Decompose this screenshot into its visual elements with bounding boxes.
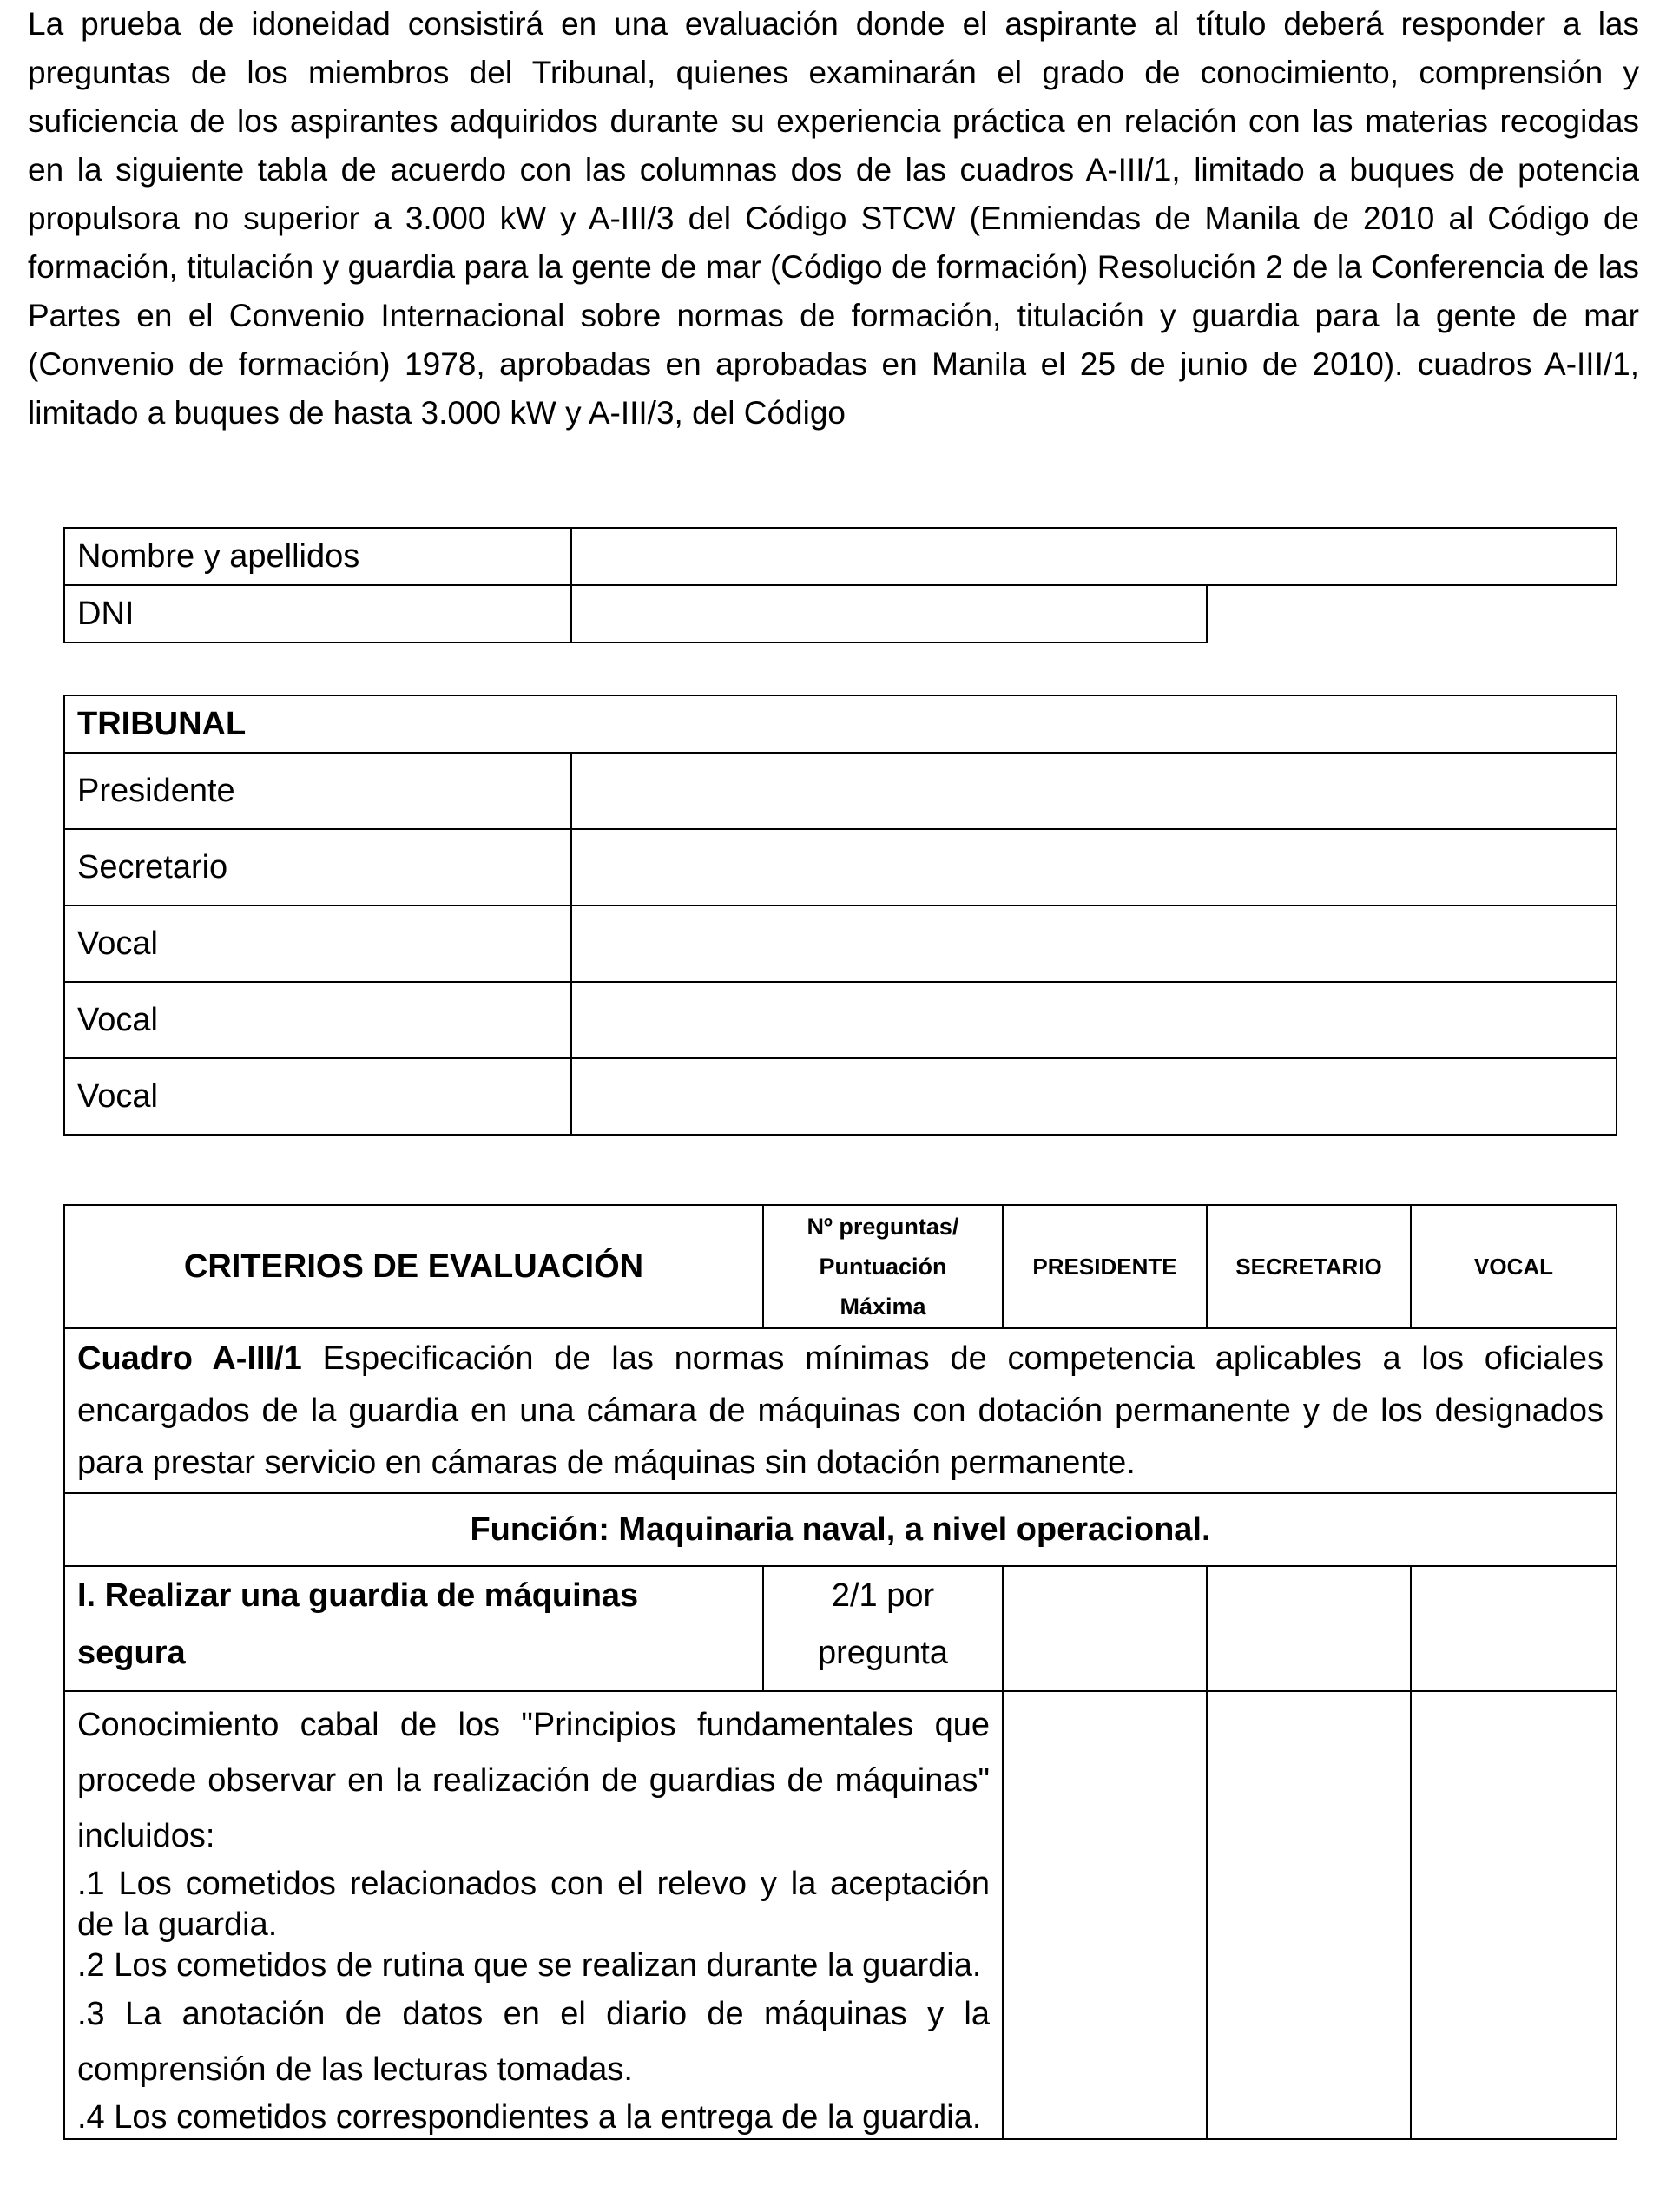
name-label: Nombre y apellidos: [64, 528, 571, 585]
score-header-line-3: Máxima: [840, 1294, 926, 1320]
score-cell-vocal[interactable]: [1411, 1566, 1617, 1691]
criteria-table: [63, 1204, 1617, 2140]
tribunal-row: [64, 982, 1617, 1058]
tribunal-signature-field[interactable]: [571, 1058, 1617, 1135]
candidate-name-row: [64, 528, 1617, 585]
judge-header-presidente: PRESIDENTE: [1003, 1205, 1207, 1328]
competence-name: I. Realizar una guardia de máquinas segura: [64, 1566, 763, 1691]
cuadro-description: [64, 1328, 1617, 1493]
tribunal-role: Vocal: [64, 982, 571, 1058]
name-field[interactable]: [571, 528, 1617, 585]
criteria-title: CRITERIOS DE EVALUACIÓN: [64, 1205, 763, 1328]
tribunal-role: Secretario: [64, 829, 571, 905]
empty-cell: [1207, 585, 1617, 642]
score-cell-presidente[interactable]: [1003, 1566, 1207, 1691]
cuadro-label: Cuadro A-III/1: [77, 1340, 302, 1377]
tribunal-signature-field[interactable]: [571, 829, 1617, 905]
tribunal-row: [64, 753, 1617, 829]
tribunal-signature-field[interactable]: [571, 982, 1617, 1058]
tribunal-role: Presidente: [64, 753, 571, 829]
function-title: Función: Maquinaria naval, a nivel operacional.: [64, 1493, 1617, 1566]
tribunal-table: [63, 695, 1617, 1136]
candidate-dni-row: [64, 585, 1617, 642]
knowledge-item: .1 Los cometidos relacionados con el relevo y la aceptación de la guardia.: [77, 1866, 990, 1943]
dni-label: DNI: [64, 585, 571, 642]
criteria-header-row: [64, 1205, 1617, 1328]
competence-score: 2/1 por pregunta: [763, 1566, 1003, 1691]
tribunal-title: TRIBUNAL: [64, 695, 1617, 753]
score-cell-secretario[interactable]: [1207, 1566, 1411, 1691]
intro-paragraph: La prueba de idoneidad consistirá en una evaluación donde el aspirante al título deberá responder a las preguntas de los miembros del Tribunal, quienes examinarán el grado de conocimiento, comprensión y suficiencia de los aspirantes adquiridos durante su experiencia práctica en relación con las materias recogidas en la siguiente tabla de acuerdo con las columnas dos de las cuadros A-III/1, limitado a buques de potencia propulsora no superior a 3.000 kW y A-III/3 del Código STCW (Enmiendas de Manila de 2010 al Código de formación, titulación y guardia para la gente de mar (Código de formación) Resolución 2 de la Conferencia de las Partes en el Convenio Internacional sobre normas de formación, titulación y guardia para la gente de mar (Convenio de formación) 1978, aprobadas en aprobadas en Manila el 25 de junio de 2010). cuadros A-III/1, limitado a buques de hasta 3.000 kW y A-III/3, del Código: [28, 6, 1639, 431]
score-cell-vocal[interactable]: [1411, 1691, 1617, 2139]
knowledge-description: [64, 1691, 1003, 2139]
judge-header-secretario: SECRETARIO: [1207, 1205, 1411, 1328]
score-cell-secretario[interactable]: [1207, 1691, 1411, 2139]
tribunal-role: Vocal: [64, 1058, 571, 1135]
tribunal-signature-field[interactable]: [571, 905, 1617, 982]
knowledge-row: [64, 1691, 1617, 2139]
score-header-line-1: Nº preguntas/: [807, 1214, 959, 1240]
tribunal-signature-field[interactable]: [571, 753, 1617, 829]
score-header-line-2: Puntuación: [819, 1254, 947, 1280]
knowledge-item: .4 Los cometidos correspondientes a la entrega de la guardia.: [77, 2099, 982, 2136]
cuadro-row: [64, 1328, 1617, 1493]
score-header: [763, 1205, 1003, 1328]
function-row: [64, 1493, 1617, 1566]
dni-field[interactable]: [571, 585, 1207, 642]
knowledge-intro: Conocimiento cabal de los "Principios fundamentales que procede observar en la realización de guardias de máquinas" incluidos:: [77, 1707, 990, 1854]
knowledge-item: .2 Los cometidos de rutina que se realizan durante la guardia.: [77, 1947, 982, 1984]
knowledge-item: .3 La anotación de datos en el diario de máquinas y la comprensión de las lecturas tomadas.: [77, 1996, 990, 2088]
judge-header-vocal: VOCAL: [1411, 1205, 1617, 1328]
tribunal-row: [64, 1058, 1617, 1135]
candidate-table: [63, 527, 1617, 643]
competence-row: [64, 1566, 1617, 1691]
tribunal-role: Vocal: [64, 905, 571, 982]
tribunal-row: [64, 905, 1617, 982]
tribunal-row: [64, 829, 1617, 905]
score-cell-presidente[interactable]: [1003, 1691, 1207, 2139]
cuadro-text: Especificación de las normas mínimas de competencia aplicables a los oficiales encargados de la guardia en una cámara de máquinas con dotación permanente y de los designados para prestar servicio en cámaras de máquinas sin dotación permanente.: [77, 1340, 1604, 1481]
